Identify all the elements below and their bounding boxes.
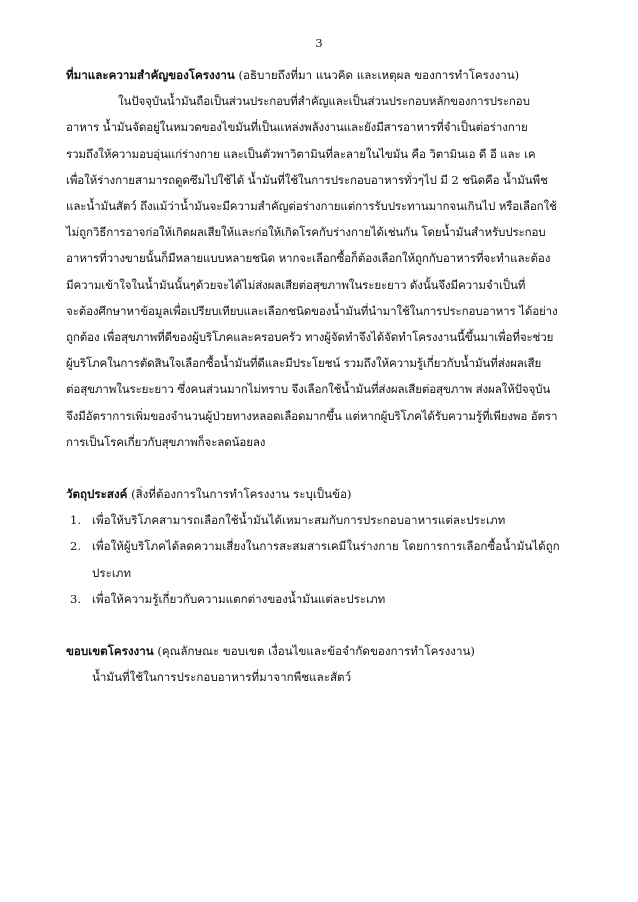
background-paragraph — [66, 88, 578, 455]
objective-item — [66, 533, 578, 559]
objective-text: ประเภท — [92, 565, 132, 580]
background-heading-title: ที่มาและความสำคัญของโครงงาน — [66, 68, 235, 82]
paragraph-line: ต่อสุขภาพในระยะยาว ซึ่งคนส่วนมากไม่ทราบ จึงเลือกใช้น้ำมันที่ส่งผลเสียต่อสุขภาพ ส่งผลให้ปัจจุบัน — [66, 382, 551, 397]
objective-number: 3. — [70, 591, 82, 606]
paragraph-line: การเป็นโรคเกี่ยวกับสุขภาพก็จะลดน้อยลง — [66, 434, 266, 449]
objectives-heading-title: วัตถุประสงค์ — [66, 487, 128, 502]
paragraph-line: ในปัจจุบันน้ำมันถือเป็นส่วนประกอบที่สำคัญและเป็นส่วนประกอบหลักของการประกอบ — [118, 94, 530, 109]
objective-item — [66, 507, 578, 533]
paragraph-line: มีความเข้าใจในน้ำมันนั้นๆด้วยจะได้ไม่ส่งผลเสียต่อสุขภาพในระยะยาว ดังนั้นจึงมีความจำเป็นที่ — [66, 277, 526, 292]
paragraph-line: รวมถึงให้ความอบอุ่นแก่ร่างกาย และเป็นตัวพาวิตามินที่ละลายในไขมัน คือ วิตามินเอ ดี อี และ เค — [66, 146, 536, 161]
objective-item — [66, 586, 578, 612]
scope-heading — [66, 638, 578, 664]
paragraph-line: ผู้บริโภคในการตัดสินใจเลือกซื้อน้ำมันที่ดีและมีประโยชน์ รวมถึงให้ความรู้เกี่ยวกับน้ำมันที่ส่งผลเสีย — [66, 356, 542, 371]
scope-heading-note: (คุณลักษณะ ขอบเขต เงื่อนไขและข้อจำกัดของการทำโครงงาน) — [157, 644, 475, 659]
objective-item-continuation — [66, 560, 578, 586]
paragraph-line: และน้ำมันสัตว์ ถึงแม้ว่าน้ำมันจะมีความสำคัญต่อร่างกายแต่การรับประทานมากจนเกินไป หรือเลือกใช้ — [66, 199, 557, 214]
page-number: 3 — [315, 36, 323, 50]
objectives-heading — [66, 481, 578, 507]
background-heading-note: (อธิบายถึงที่มา แนวคิด และเหตุผล ของการทำโครงงาน) — [238, 68, 520, 82]
background-heading — [66, 62, 578, 88]
paragraph-line: ถูกต้อง เพื่อสุขภาพที่ดีของผู้บริโภคและครอบครัว ทางผู้จัดทำจึงได้จัดทำโครงงานนี้ขึ้นมาเพื่อที่จะช่วย — [66, 330, 554, 345]
scope-heading-title: ขอบเขตโครงงาน — [66, 644, 154, 659]
paragraph-line: อาหารที่วางขายนั้นก็มีหลายแบบหลายชนิด หากจะเลือกซื้อก็ต้องเลือกให้ถูกกับอาหารที่จะทำและต้อง — [66, 251, 551, 266]
paragraph-line: จะต้องศึกษาหาข้อมูลเพื่อเปรียบเทียบและเลือกชนิดของน้ำมันที่นำมาใช้ในการประกอบอาหาร ได้อย่าง — [66, 303, 558, 318]
section-spacer — [66, 455, 578, 481]
objective-text: เพื่อให้บริโภคสามารถเลือกใช้น้ำมันได้เหมาะสมกับการประกอบอาหารแต่ละประเภท — [92, 513, 506, 528]
objective-text: เพื่อให้ความรู้เกี่ยวกับความแตกต่างของน้ำมันแต่ละประเภท — [92, 591, 386, 606]
objective-text: เพื่อให้ผู้บริโภคได้ลดความเสี่ยงในการสะสมสารเคมีในร่างกาย โดยการการเลือกซื้อน้ำมันได้ถูก — [92, 539, 560, 554]
paragraph-line: อาหาร น้ำมันจัดอยู่ในหมวดของไขมันที่เป็นแหล่งพลังงานและยังมีสารอาหารที่จำเป็นต่อร่างกาย — [66, 120, 528, 135]
paragraph-line: จึงมีอัตราการเพิ่มของจำนวนผู้ป่วยทางหลอดเลือดมากขึ้น แต่หากผู้บริโภคได้รับความรู้ที่เพียงพอ อัตรา — [66, 408, 558, 423]
scope-text: น้ำมันที่ใช้ในการประกอบอาหารที่มาจากพืชและสัตว์ — [92, 670, 352, 685]
document-body — [66, 62, 578, 690]
section-spacer — [66, 612, 578, 638]
objectives-heading-note: (สิ่งที่ต้องการในการทำโครงงาน ระบุเป็นข้อ) — [131, 487, 352, 502]
paragraph-line: ไม่ถูกวิธีการอาจก่อให้เกิดผลเสียให้และก่อให้เกิดโรคกับร่างกายได้เช่นกัน โดยน้ำมันสำหรับประกอบ — [66, 225, 546, 240]
objective-number: 2. — [70, 539, 82, 554]
objectives-list — [66, 507, 578, 612]
objective-number: 1. — [70, 513, 82, 528]
paragraph-line: เพื่อให้ร่างกายสามารถดูดซึมไปใช้ได้ น้ำมันที่ใช้ในการประกอบอาหารทั่วๆไป มี 2 ชนิดคือ น้ำมันพืช — [66, 172, 548, 187]
